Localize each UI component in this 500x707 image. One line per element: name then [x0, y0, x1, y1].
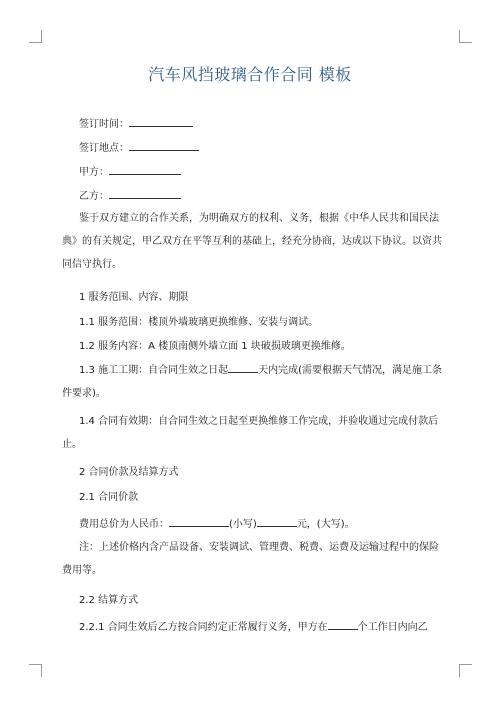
clause-2-2: 2.2 结算方式 — [79, 595, 139, 606]
party-a-line — [79, 164, 449, 180]
sign-time-blank[interactable] — [129, 116, 193, 127]
construction-days-blank[interactable] — [228, 362, 258, 373]
crop-mark-bottom-right — [459, 664, 472, 677]
clause-1-3 — [62, 359, 448, 405]
clause-1-3-end: 天内完成(需要根据天气情况，满足施工条件要求)。 — [62, 365, 442, 399]
party-b-blank[interactable] — [109, 188, 181, 199]
clause-1-2: 1.2 服务内容：A 楼顶南侧外墙立面 1 块破损玻璃更换维修。 — [79, 341, 351, 352]
fee-amount-blank[interactable] — [169, 516, 229, 527]
price-note: 注：上述价格内含产品设备、安装调试、管理费、税费、运费及运输过程中的保险费用等。 — [62, 542, 439, 576]
party-a-label: 甲方： — [79, 167, 109, 178]
sign-time-line — [79, 116, 449, 132]
fee-line — [79, 516, 449, 532]
fee-lower-case-label: (小写) — [229, 519, 257, 530]
intro-paragraph: 鉴于双方建立的合作关系，为明确双方的权利、义务，根据《中华人民共和国民法典》的有关规定，甲乙双方在平等互利的基础上，经充分协商，达成以下协议。以资共同信守执行。 — [62, 213, 442, 270]
fee-upper-case-label: 元，(大写)。 — [296, 519, 355, 530]
crop-mark-bottom-left — [29, 664, 42, 677]
clause-2-1: 2.1 合同价款 — [79, 492, 139, 503]
clause-2-2-1 — [79, 619, 449, 635]
party-a-blank[interactable] — [109, 164, 181, 175]
crop-mark-top-left — [29, 30, 42, 43]
working-days-blank[interactable] — [328, 619, 358, 630]
section-2-heading: 2 合同价款及结算方式 — [79, 467, 179, 478]
clause-1-1: 1.1 服务范围：楼顶外墙玻璃更换维修、安装与调试。 — [79, 317, 319, 328]
clause-2-2-1-start: 2.2.1 合同生效后乙方按合同约定正常履行义务，甲方在 — [79, 622, 328, 633]
sign-time-label: 签订时间： — [79, 119, 129, 130]
clause-1-3-start: 1.3 施工工期：自合同生效之日起 — [79, 365, 229, 376]
clause-1-4: 1.4 合同有效期：自合同生效之日起至更换维修工作完成，并验收通过完成付款后止。 — [62, 416, 439, 450]
section-1-heading: 1 服务范围、内容、期限 — [79, 292, 189, 303]
document-title: 汽车风挡玻璃合作合同 模板 — [148, 65, 352, 84]
clause-2-2-1-end: 个工作日内向乙 — [357, 622, 428, 633]
fee-lower-case-blank[interactable] — [257, 516, 297, 527]
party-b-line — [79, 188, 449, 204]
party-b-label: 乙方： — [79, 191, 109, 202]
sign-place-line — [79, 140, 449, 156]
sign-place-blank[interactable] — [129, 140, 199, 151]
crop-mark-top-right — [459, 30, 472, 43]
fee-label: 费用总价为人民币： — [79, 519, 169, 530]
sign-place-label: 签订地点： — [79, 143, 129, 154]
